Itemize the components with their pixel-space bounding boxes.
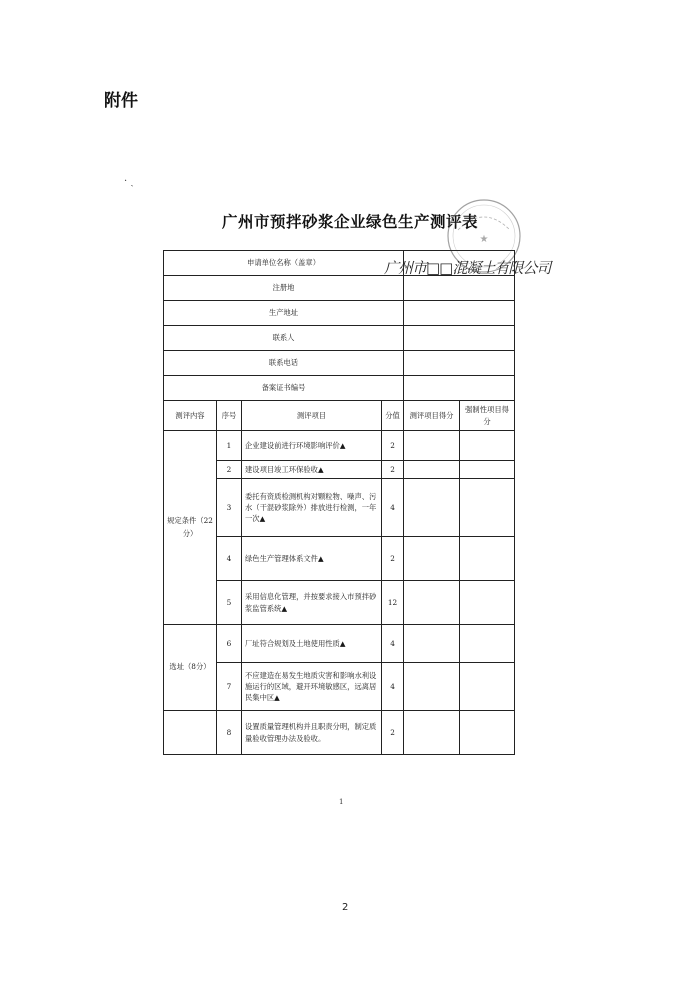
row-seq: 8 <box>217 711 242 755</box>
info-label: 联系电话 <box>164 351 404 376</box>
info-row <box>164 276 515 301</box>
info-label: 注册地 <box>164 276 404 301</box>
info-value <box>404 376 515 401</box>
row-score: 2 <box>382 461 404 479</box>
row-score: 4 <box>382 625 404 663</box>
row-eval-score <box>404 625 460 663</box>
header-mandatory-score: 强制性项目得分 <box>460 401 515 431</box>
row-item: 绿色生产管理体系文件▲ <box>242 537 382 581</box>
row-score: 2 <box>382 537 404 581</box>
table-header-row <box>164 401 515 431</box>
row-eval-score <box>404 537 460 581</box>
info-value <box>404 301 515 326</box>
row-eval-score <box>404 581 460 625</box>
row-mandatory-score <box>460 663 515 711</box>
row-score: 12 <box>382 581 404 625</box>
attachment-label: 附件 <box>104 91 138 111</box>
row-seq: 4 <box>217 537 242 581</box>
section-name: 规定条件（22分） <box>164 431 217 625</box>
table-row <box>164 479 515 537</box>
section-name: 选址（8分） <box>164 625 217 711</box>
row-eval-score <box>404 711 460 755</box>
row-mandatory-score <box>460 537 515 581</box>
info-value <box>404 351 515 376</box>
row-seq: 7 <box>217 663 242 711</box>
info-label: 联系人 <box>164 326 404 351</box>
info-label: 生产地址 <box>164 301 404 326</box>
table-row <box>164 431 515 461</box>
scan-specks: · ˎ <box>124 176 134 187</box>
header-eval-score: 测评项目得分 <box>404 401 460 431</box>
row-score: 2 <box>382 711 404 755</box>
info-label: 备案证书编号 <box>164 376 404 401</box>
row-mandatory-score <box>460 625 515 663</box>
section-name <box>164 711 217 755</box>
info-value <box>404 326 515 351</box>
info-value <box>404 276 515 301</box>
row-mandatory-score <box>460 711 515 755</box>
evaluation-table <box>163 250 515 755</box>
header-item: 测评项目 <box>242 401 382 431</box>
row-item: 厂址符合规划及土地使用性质▲ <box>242 625 382 663</box>
row-mandatory-score <box>460 461 515 479</box>
row-mandatory-score <box>460 581 515 625</box>
row-item: 企业建设前进行环境影响评价▲ <box>242 431 382 461</box>
row-item: 采用信息化管理，并按要求接入市预拌砂浆监管系统▲ <box>242 581 382 625</box>
row-eval-score <box>404 461 460 479</box>
table-row <box>164 625 515 663</box>
header-content: 测评内容 <box>164 401 217 431</box>
row-eval-score <box>404 479 460 537</box>
header-seq: 序号 <box>217 401 242 431</box>
table-row <box>164 461 515 479</box>
row-eval-score <box>404 663 460 711</box>
row-seq: 6 <box>217 625 242 663</box>
outer-page-number: 2 <box>342 902 349 913</box>
info-row <box>164 326 515 351</box>
svg-text:★: ★ <box>479 234 489 245</box>
table-row <box>164 711 515 755</box>
form-title: 广州市预拌砂浆企业绿色生产测评表 <box>221 213 478 231</box>
table-row <box>164 537 515 581</box>
table-row <box>164 663 515 711</box>
row-score: 2 <box>382 431 404 461</box>
row-eval-score <box>404 431 460 461</box>
row-score: 4 <box>382 663 404 711</box>
table-row <box>164 581 515 625</box>
handwritten-company-name: 广州市□□混凝土有限公司 <box>384 259 551 277</box>
info-row <box>164 376 515 401</box>
row-item: 建设项目竣工环保验收▲ <box>242 461 382 479</box>
row-item: 设置质量管理机构并且职责分明，制定质量验收管理办法及验收。 <box>242 711 382 755</box>
row-item: 委托有资质检测机构对颗粒物、噪声、污水（干混砂浆除外）排放进行检测，一年一次▲ <box>242 479 382 537</box>
row-seq: 1 <box>217 431 242 461</box>
info-label: 申请单位名称（盖章） <box>164 251 404 276</box>
row-mandatory-score <box>460 431 515 461</box>
info-row <box>164 351 515 376</box>
row-seq: 2 <box>217 461 242 479</box>
row-seq: 3 <box>217 479 242 537</box>
info-row <box>164 301 515 326</box>
row-seq: 5 <box>217 581 242 625</box>
header-score: 分值 <box>382 401 404 431</box>
row-mandatory-score <box>460 479 515 537</box>
row-item: 不应建造在易发生地质灾害和影响水利设施运行的区域，避开环境敏感区，远离居民集中区▲ <box>242 663 382 711</box>
inner-page-number: 1 <box>339 798 344 806</box>
row-score: 4 <box>382 479 404 537</box>
